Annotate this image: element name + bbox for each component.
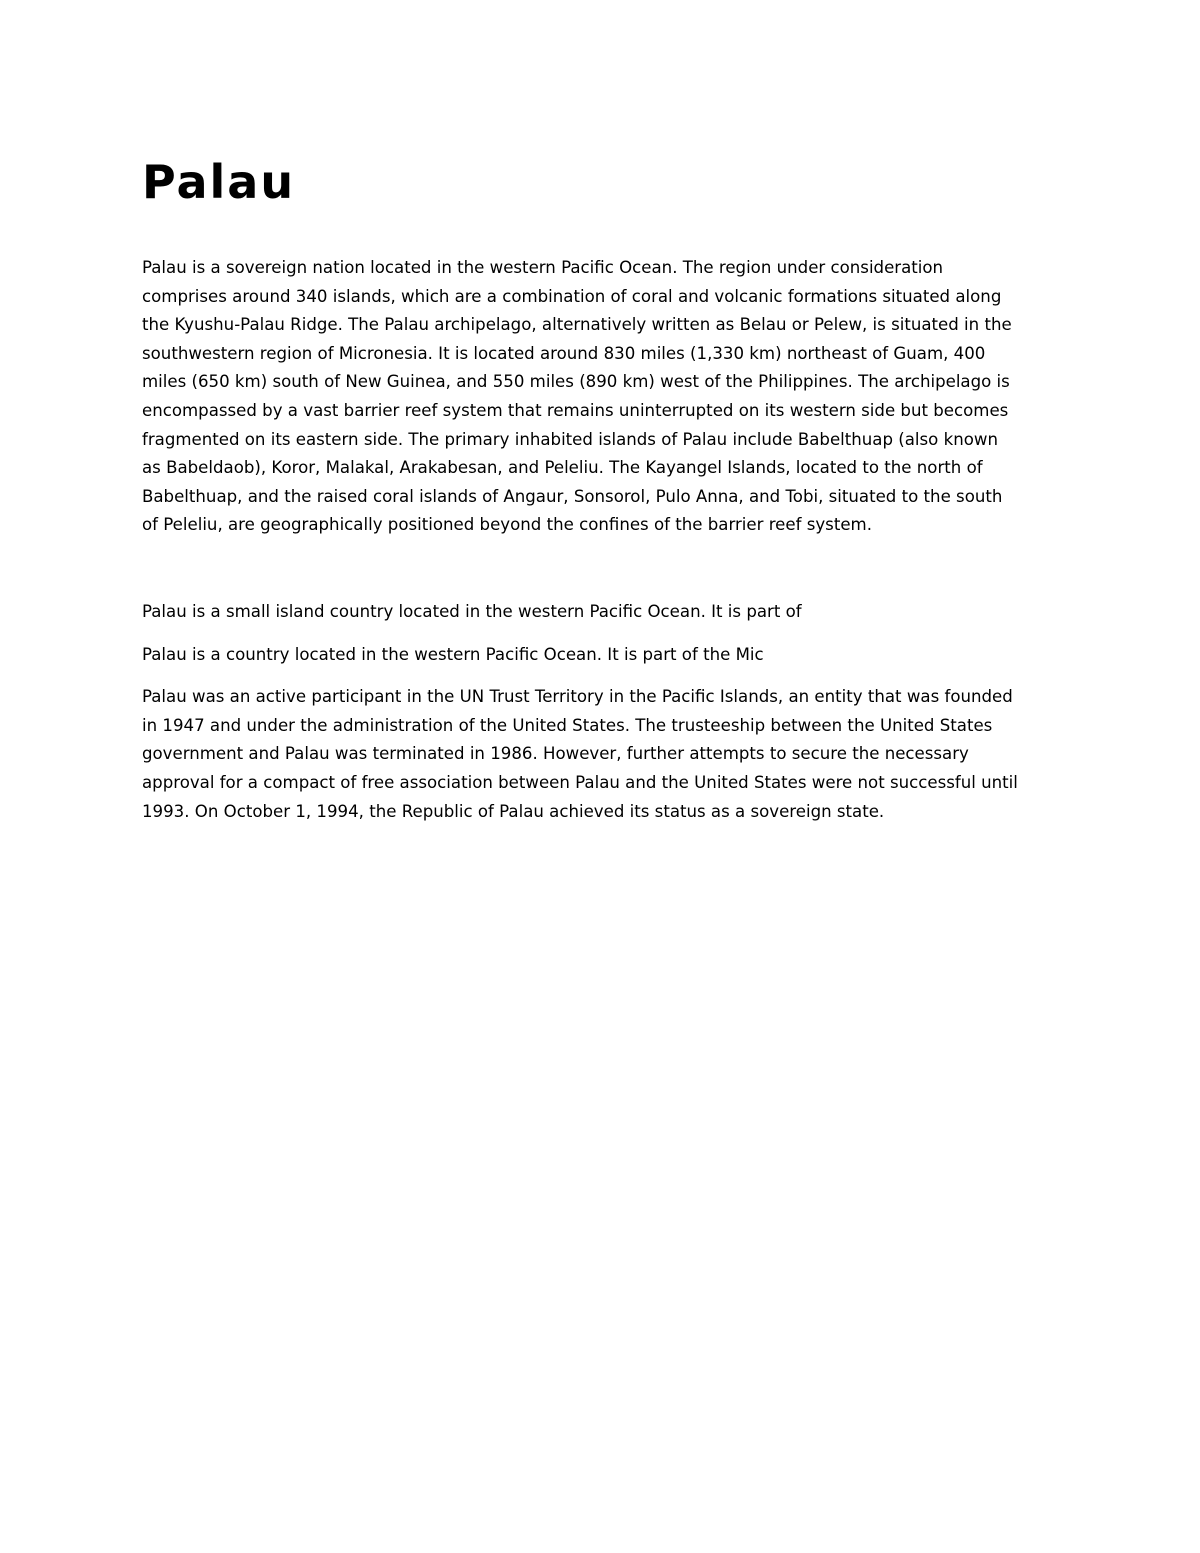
paragraph-line: Palau is a country located in the western Pacific Ocean. It is part of the Mic: [142, 644, 764, 664]
paragraph-line: the Kyushu-Palau Ridge. The Palau archipelago, alternatively written as Belau or Pelew, is situated in the: [142, 315, 1012, 335]
paragraph-line: in 1947 and under the administration of the United States. The trusteeship between the United States: [142, 715, 993, 735]
paragraph-line: approval for a compact of free association between Palau and the United States were not successful until: [142, 772, 1018, 792]
paragraph-line: Palau was an active participant in the UN Trust Territory in the Pacific Islands, an entity that was founded: [142, 687, 1013, 707]
paragraph-geography: [142, 254, 1064, 540]
paragraph-line: southwestern region of Micronesia. It is located around 830 miles (1,330 km) northeast of Guam, 400: [142, 343, 986, 363]
paragraph-line: government and Palau was terminated in 1986. However, further attempts to secure the necessary: [142, 744, 969, 764]
paragraph-line: comprises around 340 islands, which are a combination of coral and volcanic formations situated along: [142, 286, 1002, 306]
paragraph-line: 1993. On October 1, 1994, the Republic of Palau achieved its status as a sovereign state.: [142, 801, 885, 821]
paragraph-line: miles (650 km) south of New Guinea, and 550 miles (890 km) west of the Philippines. The archipelago is: [142, 372, 1010, 392]
paragraph-line: as Babeldaob), Koror, Malakal, Arakabesan, and Peleliu. The Kayangel Islands, located to the north of: [142, 458, 983, 478]
paragraph-line: fragmented on its eastern side. The primary inhabited islands of Palau include Babelthuap (also known: [142, 429, 998, 449]
paragraph-draft-small-island: [142, 598, 1064, 627]
paragraph-draft-country: [142, 641, 1064, 670]
paragraph-history: [142, 683, 1064, 826]
document-title: Palau: [142, 155, 296, 209]
paragraph-line: of Peleliu, are geographically positioned beyond the confines of the barrier reef system.: [142, 515, 872, 535]
paragraph-line: Palau is a small island country located in the western Pacific Ocean. It is part of: [142, 601, 802, 621]
paragraph-line: encompassed by a vast barrier reef system that remains uninterrupted on its western side but becomes: [142, 400, 1009, 420]
document-body: [142, 150, 1064, 826]
paragraph-line: Babelthuap, and the raised coral islands of Angaur, Sonsorol, Pulo Anna, and Tobi, situated to the south: [142, 486, 1003, 506]
paragraph-line: Palau is a sovereign nation located in the western Pacific Ocean. The region under consideration: [142, 258, 944, 277]
